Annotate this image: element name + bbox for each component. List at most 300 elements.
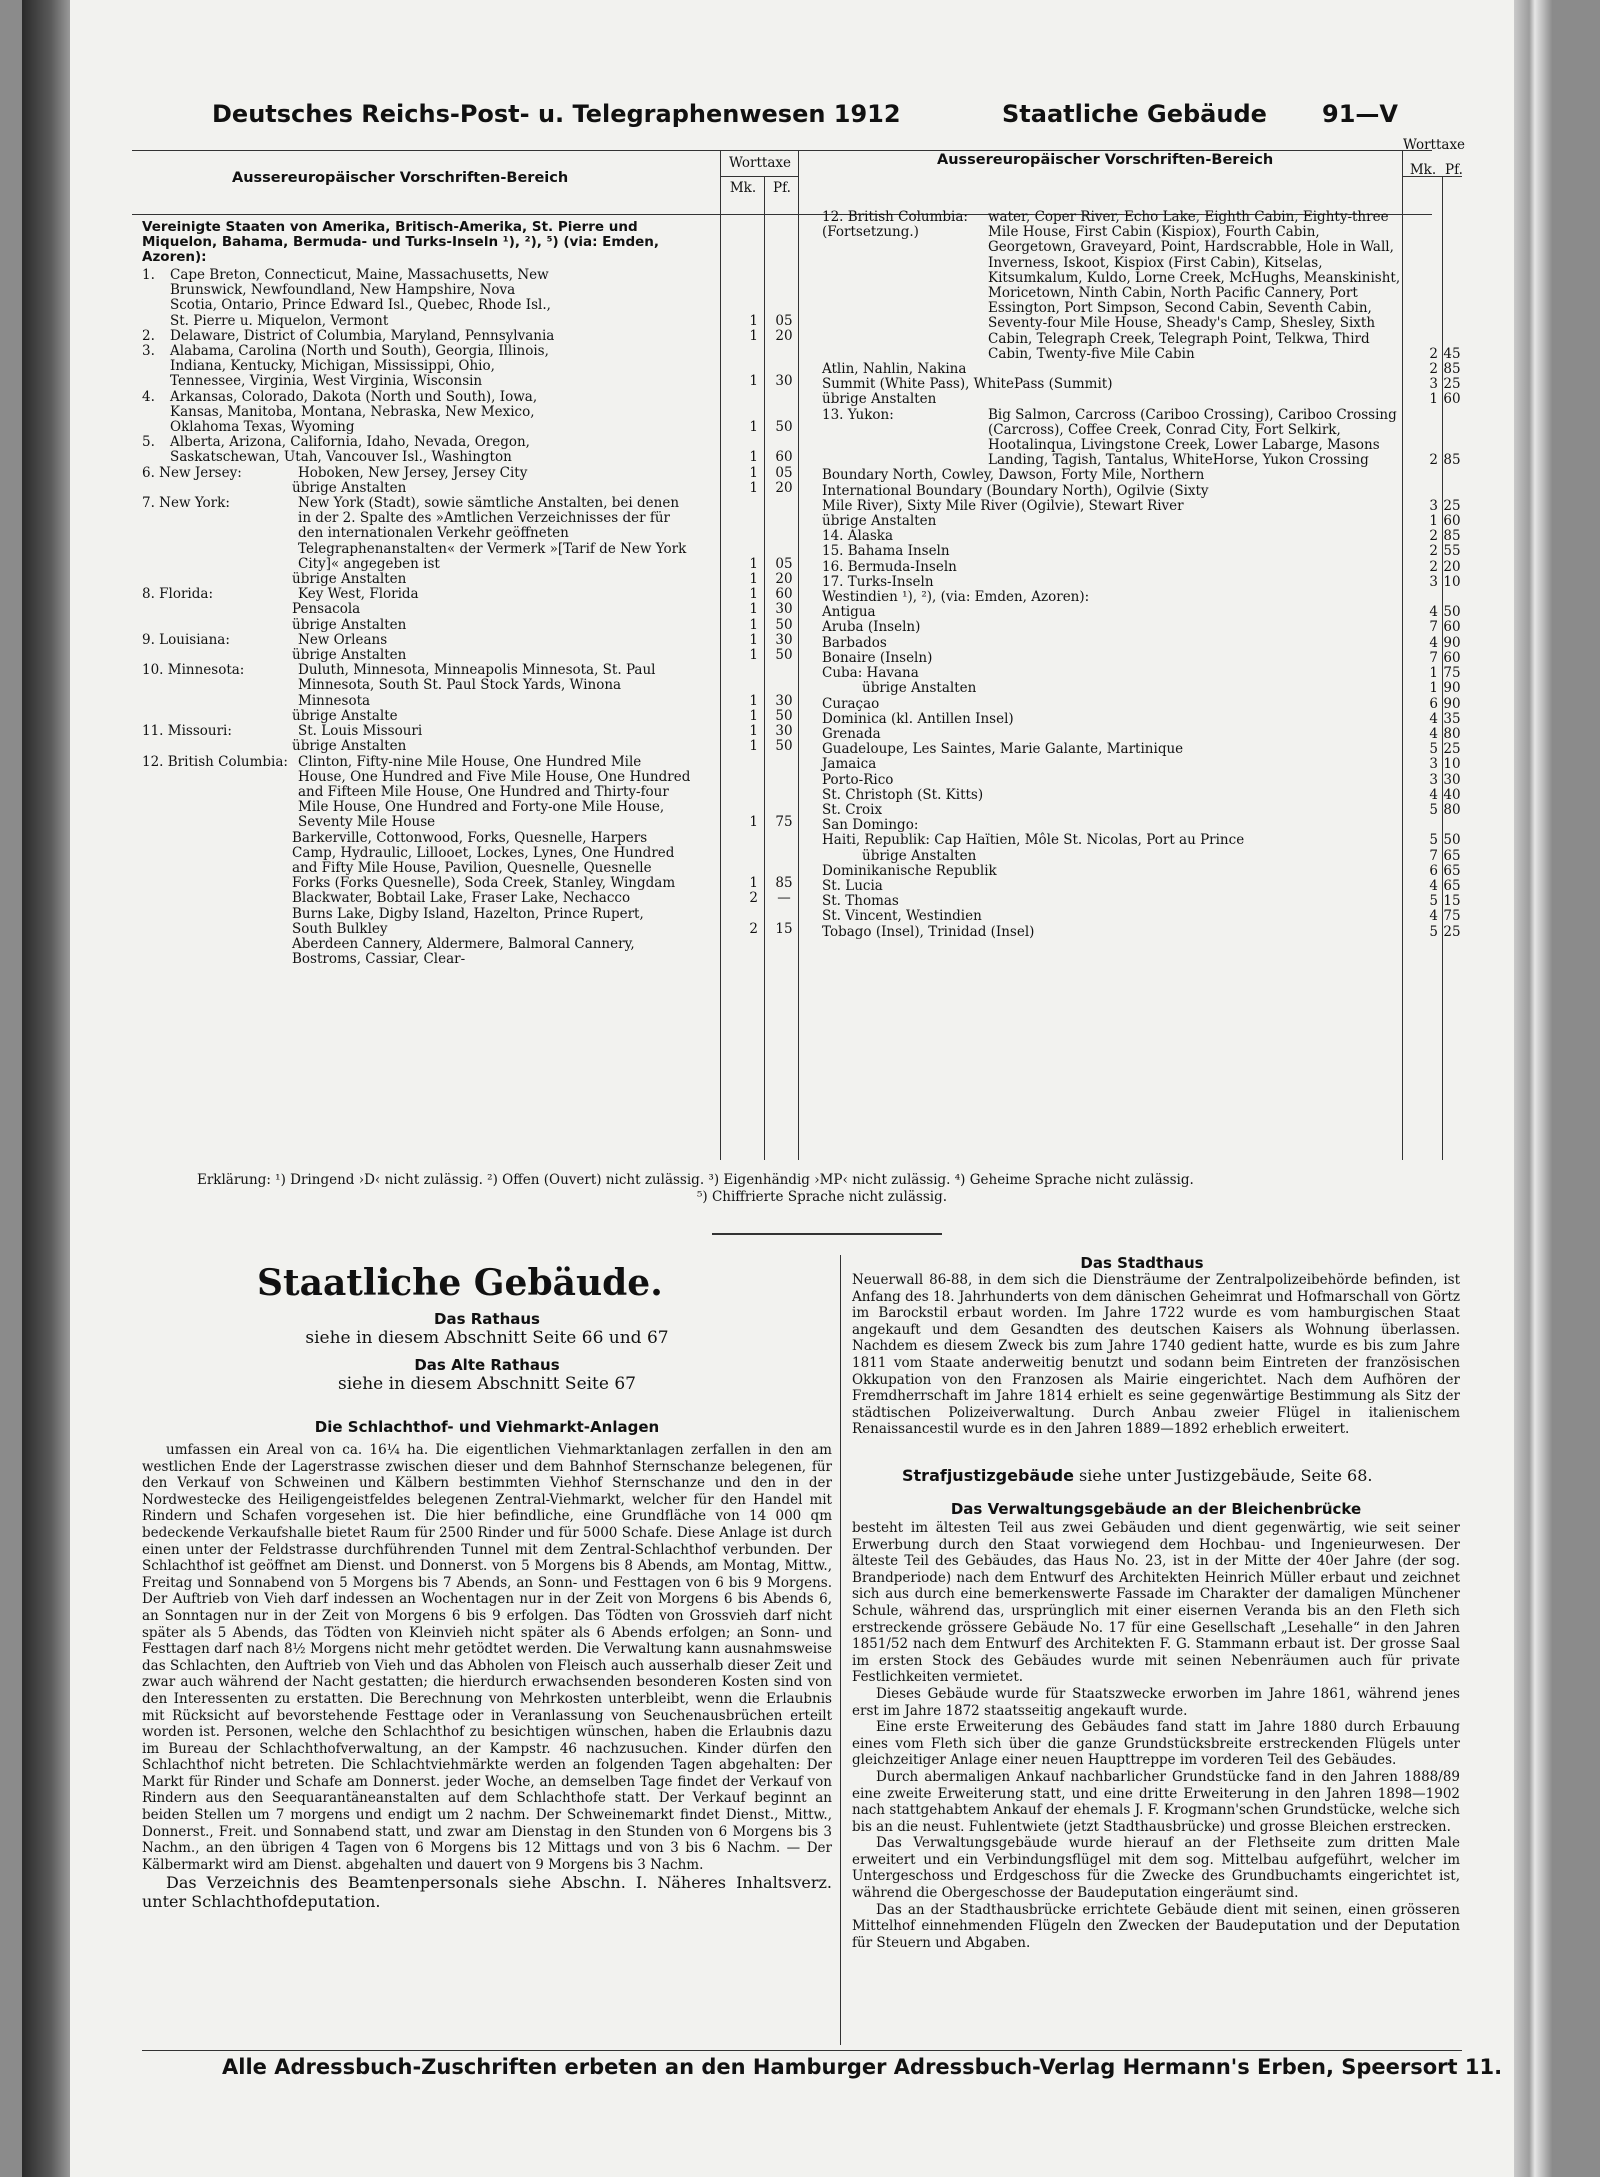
rate-marks: 2: [749, 890, 758, 907]
table-row: [142, 631, 793, 648]
table-row: [822, 877, 1461, 894]
row-label: Westindien ¹), ²), (via: Emden, Azoren):: [822, 589, 1090, 606]
footnotes: [197, 1172, 1377, 1206]
row-label: St. Vincent, Westindien: [822, 908, 982, 925]
rate-pfennig: 90: [1443, 680, 1461, 697]
row-label: Curaçao: [822, 695, 880, 712]
rate-pfennig: 30: [1443, 771, 1461, 788]
strafjustiz-heading: Strafjustizgebäude: [902, 1466, 1074, 1485]
rate-pfennig: 50: [1443, 832, 1461, 849]
table-row: [142, 464, 793, 481]
rate-marks: 5: [1429, 893, 1438, 910]
rate-pfennig: 20: [775, 327, 793, 344]
row-places: [899, 894, 1319, 909]
rate-pfennig: 85: [1443, 528, 1461, 545]
book-binding: [22, 0, 70, 2177]
verwaltung-paragraph-3: Eine erste Erweiterung des Gebäudes fand statt im Jahre 1880 durch Erbauung eines vom Fleth sich über die ganze Grundstücksbreite erstreckenden Flügels unter gleichzeitiger Anlage einer neuen Haupttreppe im vorderen Teil des Gebäudes.: [852, 1719, 1460, 1769]
row-places: [957, 560, 1377, 575]
row-label: 2.: [142, 327, 155, 344]
row-label: 8. Florida:: [142, 586, 213, 603]
row-label: übrige Anstalten: [862, 847, 977, 864]
rate-marks: 4: [1429, 725, 1438, 742]
row-places: übrige Anstalten: [292, 571, 407, 588]
row-places: Blackwater, Bobtail Lake, Fraser Lake, Nechacco: [292, 890, 631, 907]
rate-pfennig: 30: [775, 723, 793, 740]
left-mk-pf-divider: [764, 176, 765, 1160]
row-label: 14. Alaska: [822, 528, 894, 545]
rate-marks: 1: [749, 601, 758, 618]
rate-pfennig: 60: [1443, 649, 1461, 666]
row-places: Clinton, Fifty-nine Mile House, One Hundred Mile House, One Hundred and Five Mile House, One Hundred and Fifteen Mile House, One Hundred and Thirty-four Mile House, One Hundred and Forty-one Mile House, Seventy Mile House: [298, 753, 691, 831]
rate-pfennig: 50: [775, 419, 793, 436]
row-places: [879, 697, 1299, 712]
rate-marks: 1: [749, 373, 758, 390]
rate-marks: 1: [1429, 391, 1438, 408]
row-label: 13. Yukon:: [822, 406, 894, 423]
rate-marks: 5: [1429, 741, 1438, 758]
table-row: [822, 741, 1461, 758]
rate-pfennig: 90: [1443, 634, 1461, 651]
row-places: [919, 666, 1339, 681]
row-label: [142, 618, 292, 633]
table-row: [142, 267, 793, 329]
table-row: [142, 738, 793, 755]
rate-marks: 1: [749, 571, 758, 588]
rate-marks: 1: [749, 312, 758, 329]
table-row: [822, 467, 1461, 514]
rate-pfennig: 05: [775, 312, 793, 329]
row-places: übrige Anstalten: [822, 513, 937, 530]
table-row: [142, 662, 793, 709]
right-rate-table: [822, 209, 1461, 940]
table-row: [142, 601, 793, 618]
rate-pfennig: 75: [1443, 665, 1461, 682]
row-label: [142, 602, 292, 617]
row-places: Barkerville, Cottonwood, Forks, Quesnelle, Harpers Camp, Hydraulic, Lillooet, Lockes, Lynes, One Hundred and Fifty Mile House, Pavilion, Quesnelle, Quesnelle Forks (Forks Quesnelle), Soda Creek, Stanley, Wingdam: [292, 829, 676, 892]
rate-marks: 6: [1429, 695, 1438, 712]
row-label: übrige Anstalten: [862, 680, 977, 697]
rate-pfennig: 50: [775, 738, 793, 755]
scanned-page: [22, 0, 1552, 2177]
row-places: übrige Anstalten: [822, 391, 937, 408]
row-label: 12. British Columbia:: [142, 753, 288, 770]
row-label: 5.: [142, 434, 155, 451]
row-places: [876, 757, 1296, 772]
rate-pfennig: 40: [1443, 786, 1461, 803]
row-places: übrige Anstalte: [292, 707, 398, 724]
rate-pfennig: 30: [775, 373, 793, 390]
rate-pfennig: 20: [1443, 558, 1461, 575]
row-label: Dominica (kl. Antillen Insel): [822, 710, 1014, 727]
table-row: [822, 725, 1461, 742]
rate-pfennig: 60: [1443, 513, 1461, 530]
table-row: [822, 893, 1461, 910]
stadthaus-heading: Das Stadthaus: [1080, 1254, 1204, 1272]
rate-marks: 2: [749, 920, 758, 937]
row-label: 17. Turks-Inseln: [822, 573, 934, 590]
rate-pfennig: 15: [1443, 893, 1461, 910]
rate-pfennig: 65: [1443, 877, 1461, 894]
rate-pfennig: 10: [1443, 756, 1461, 773]
row-label: 15. Bahama Inseln: [822, 543, 950, 560]
rate-marks: 1: [1429, 665, 1438, 682]
row-label: Porto-Rico: [822, 771, 894, 788]
row-places: Pensacola: [292, 601, 361, 618]
rate-pfennig: 50: [775, 616, 793, 633]
rate-marks: 3: [1429, 497, 1438, 514]
rate-marks: 1: [749, 875, 758, 892]
row-places: [882, 803, 1302, 818]
rate-pfennig: 75: [1443, 908, 1461, 925]
table-row: [822, 756, 1461, 773]
footnote-line-2: ⁵) Chiffrierte Sprache nicht zulässig.: [697, 1189, 948, 1205]
stadthaus-text: [852, 1272, 1460, 1438]
verwaltung-paragraph-2: Dieses Gebäude wurde für Staatszwecke erworben im Jahre 1861, während jenes erst im Jahre 1872 staatsseitig angekauft wurde.: [852, 1685, 1460, 1719]
row-label: 10. Minnesota:: [142, 662, 245, 679]
row-label: Guadeloupe, Les Saintes, Marie Galante, Martinique: [822, 741, 1184, 758]
footer-rule: [142, 2050, 1462, 2051]
rate-marks: 1: [749, 419, 758, 436]
row-label: 11. Missouri:: [142, 723, 232, 740]
table-row: [822, 862, 1461, 879]
row-label: Aruba (Inseln): [822, 619, 921, 636]
rate-marks: 3: [1429, 756, 1438, 773]
right-column-heading: Aussereuropäischer Vorschriften-Bereich: [937, 152, 1274, 168]
row-places: Big Salmon, Carcross (Cariboo Crossing), Cariboo Crossing (Carcross), Coffee Creek, Conrad City, Fort Selkirk, Hootalinqua, Livingstone Creek, Lower Labarge, Masons Landing, Tagish, Tantalus, WhiteHorse, Yukon Crossing: [988, 406, 1397, 469]
row-label: Grenada: [822, 725, 881, 742]
row-places: [893, 529, 1313, 544]
rate-pfennig: 30: [775, 631, 793, 648]
row-label: 9. Louisiana:: [142, 631, 230, 648]
table-row: [142, 343, 793, 390]
running-header-middle: Staatliche Gebäude: [1002, 100, 1267, 128]
row-label: 6. New Jersey:: [142, 464, 242, 481]
table-row: [822, 832, 1461, 849]
schlachthof-paragraph-1: umfassen ein Areal von ca. 16¼ ha. Die eigentlichen Viehmarktanlagen zerfallen in den am westlichen Ende der Lagerstrasse zwischen dieser und dem Bahnhof Sternschanze belegenen, für den Verkauf von Schweinen und Kälbern bestimmten Viehhof Sternschanze und den in der Nordwestecke des Heiligengeistfeldes belegenen Zentral-Viehmarkt, welcher für den Handel mit Rindern und Schafen vorgesehen ist. Die hier befindliche, eine Grundfläche von 14 000 qm bedeckende Verkaufshalle bietet Raum für 2500 Rinder und für 5000 Schafe. Diese Anlage ist durch einen unter der Feldstrasse durchführenden Tunnel mit dem Zentral-Schlachthof verbunden. Der Schlachthof ist geöffnet am Dienst. und Donnerst. von 5 Morgens bis 8 Abends, am Montag, Mittw., Freitag und Sonnabend von 5 Morgens bis 7 Abends, an Sonn- und Festtagen von 6 bis 9 Morgens. Der Auftrieb von Vieh darf indessen an Wochentagen nur in der Zeit von Morgens 6 bis Abends 6, an Sonntagen nur in der Zeit von Morgens 6 bis 9 erfolgen. Das Tödten von Grossvieh darf nicht später als 5 Abends, das Tödten von Kleinvieh nicht später als 6 Abends erfolgen; an Sonn- und Festtagen darf nach 8½ Morgens nicht mehr getödtet werden. Die Verwaltung kann ausnahmsweise das Schlachten, den Auftrieb von Vieh und das Abholen von Fleisch auch ausserhalb dieser Zeit und zwar auch während der Nacht gestatten; die hierdurch erwachsenden besonderen Kosten sind von den Interessenten zu erstatten. Die Berechnung von Mehrkosten unterbleibt, wenn die Erlaubnis mit Rücksicht auf bevorstehende Festtage oder in Veranlassung von Seuchenausbrüchen erteilt worden ist. Personen, welche den Schlachthof zu besichtigen wünschen, haben die Erlaubnis dazu im Bureau der Schlachthofverwaltung, an der Kampstr. 46 nachzusuchen. Kinder dürfen den Schlachthof nicht betreten. Die Schlachtviehmärkte werden an folgenden Tagen abgehalten: Der Markt für Rinder und Schafe am Donnerst. jeder Woche, an demselben Tage findet der Verkauf von Rindern aus den Seequarantäneanstalten auf dem Schlachthofe statt. Der Verkauf beginnt an beiden Stellen um 7 morgens und endigt um 2 nachm. Der Schweinemarkt findet Dienst., Mittw., Donnerst., Freit. und Sonnabend statt, und zwar am Dienstag in den Stunden von 6 Morgens bis 3 Nachm., an den übrigen 4 Tagen von 6 Morgens bis 12 Mittags und von 3 bis 6 Nachm. — Der Kälbermarkt wird am Dienst. abgehalten und dauert von 9 Morgens bis 3 Nachm.: [142, 1442, 832, 1873]
row-label: [142, 739, 292, 754]
table-row: [142, 495, 793, 572]
row-places: New Orleans: [298, 631, 388, 648]
row-places: übrige Anstalten: [292, 479, 407, 496]
table-row: [142, 753, 793, 831]
left-worttaxe-subrule: [720, 176, 798, 177]
table-row: [822, 543, 1461, 560]
row-places: Hoboken, New Jersey, Jersey City: [298, 464, 528, 481]
table-row: [822, 771, 1461, 788]
rate-pfennig: 60: [775, 586, 793, 603]
column-separator: [840, 1255, 841, 2045]
table-top-rule: [132, 150, 1432, 151]
row-places: Duluth, Minnesota, Minneapolis Minnesota, St. Paul Minnesota, South St. Paul Stock Yards, Winona Minnesota: [298, 662, 656, 709]
row-label: Dominikanische Republik: [822, 862, 997, 879]
table-row: [822, 558, 1461, 575]
rate-marks: 1: [749, 464, 758, 481]
row-places: Atlin, Nahlin, Nakina: [822, 361, 967, 378]
rate-marks: 3: [1429, 771, 1438, 788]
row-label: [142, 481, 292, 496]
row-label: Antigua: [822, 604, 876, 621]
rate-pfennig: —: [777, 890, 791, 907]
table-row: [142, 327, 793, 344]
rathaus-heading: Das Rathaus: [434, 1310, 540, 1328]
publisher-footer: Alle Adressbuch-Zuschriften erbeten an den Hamburger Adressbuch-Verlag Hermann's Erben, Speersort 11.: [222, 2055, 1503, 2079]
rate-marks: 4: [1429, 877, 1438, 894]
schlachthof-heading: Die Schlachthof- und Viehmarkt-Anlagen: [314, 1418, 660, 1436]
rate-marks: 1: [749, 814, 758, 831]
row-label: Bonaire (Inseln): [822, 649, 933, 666]
table-row: [822, 695, 1461, 712]
table-row: [822, 908, 1461, 925]
table-row: [142, 723, 793, 740]
verwaltung-paragraph-4: Durch abermaligen Ankauf nachbarlicher Grundstücke fand in den Jahren 1888/89 eine zweite Erweiterung statt, und eine dritte Erweiterung in den Jahren 1898—1902 nach stattgehabtem Ankauf der ehemals J. F. Krogmann'schen Grundstücke, welche sich bis an die neust. Fuhlentwiete (jetzt Stadthausbrücke) und grosse Bleichen erstrecken.: [852, 1768, 1460, 1835]
table-row: [822, 649, 1461, 666]
rate-pfennig: 20: [775, 479, 793, 496]
row-label: Barbados: [822, 634, 887, 651]
rate-marks: 7: [1429, 619, 1438, 636]
row-places: [887, 636, 1307, 651]
rate-pfennig: 30: [775, 601, 793, 618]
row-places: übrige Anstalten: [292, 738, 407, 755]
row-places: [918, 818, 1338, 833]
row-places: [893, 773, 1313, 788]
rate-marks: 5: [1429, 801, 1438, 818]
rate-marks: 1: [749, 723, 758, 740]
row-label: St. Croix: [822, 801, 883, 818]
table-row: [822, 513, 1461, 530]
table-row: [822, 406, 1461, 469]
table-row: [142, 388, 793, 436]
row-places: [997, 864, 1404, 879]
running-header-left: Deutsches Reichs-Post- u. Telegraphenwesen 1912: [212, 100, 901, 128]
table-row: [822, 573, 1461, 590]
table-row: [142, 647, 793, 664]
row-places: Alabama, Carolina (North und South), Georgia, Illinois, Indiana, Kentucky, Michigan, Mississippi, Ohio, Tennessee, Virginia, West Virginia, Wisconsin: [170, 343, 549, 390]
table-row: [822, 209, 1461, 362]
table-row: [142, 586, 793, 603]
section-divider: [712, 1233, 942, 1235]
row-places: New York (Stadt), sowie sämtliche Anstalten, bei denen in der 2. Spalte des »Amtlichen Verzeichnisses der für den internationalen Verkehr geöffneten Telegraphenanstalten« der Vermerk »[Tarif de New York City]« angegeben ist: [298, 495, 687, 572]
table-row: [822, 665, 1461, 682]
row-places: water, Coper River, Echo Lake, Eighth Cabin, Eighty-three Mile House, First Cabin (Kispiox), Fourth Cabin, Georgetown, Graveyard, Point, Hardscrabble, Hole in Wall, Inverness, Iskoot, Kispiox (First Cabin), Kitselas, Kitsumkalum, Kuldo, Lorne Creek, McHughs, Meanskinisht, Moricetown, Ninth Cabin, North Pacific Cannery, Port Essington, Port Simpson, Second Cabin, Seventh Cabin, Seventy-four Mile House, Sheady's Camp, Shesley, Sixth Cabin, Telegraph Creek, Telegraph Point, Telkwa, Third Cabin, Twenty-five Mile Cabin: [988, 209, 1401, 362]
row-places: übrige Anstalten: [292, 616, 407, 633]
row-label: Tobago (Insel), Trinidad (Insel): [822, 923, 1035, 940]
row-label: 4.: [142, 388, 155, 405]
row-label: St. Christoph (St. Kitts): [822, 786, 984, 803]
table-row: [142, 571, 793, 588]
rate-pfennig: 60: [1443, 391, 1461, 408]
rate-pfennig: 65: [1443, 862, 1461, 879]
right-pf-label: Pf.: [1445, 162, 1463, 178]
row-label: [142, 648, 292, 663]
rate-pfennig: 85: [775, 875, 793, 892]
table-row: [822, 604, 1461, 621]
table-row: [822, 818, 1404, 833]
table-row: [142, 905, 793, 937]
row-places: [950, 544, 1370, 559]
table-row: [822, 376, 1461, 393]
rate-pfennig: 85: [1443, 361, 1461, 378]
row-places: [876, 605, 1296, 620]
row-label: Haiti, Republik: Cap Haïtien, Môle St. Nicolas, Port au Prince: [822, 832, 1245, 849]
rate-pfennig: 50: [1443, 604, 1461, 621]
running-header-page-number: 91—V: [1322, 100, 1398, 128]
row-places: Key West, Florida: [298, 586, 419, 603]
row-label: [142, 709, 292, 724]
rate-pfennig: 05: [775, 464, 793, 481]
row-places: Summit (White Pass), WhitePass (Summit): [822, 376, 1113, 393]
table-row: [822, 619, 1461, 636]
rate-pfennig: 45: [1443, 345, 1461, 362]
row-places: [1183, 742, 1404, 757]
rate-marks: 5: [1429, 832, 1438, 849]
rate-marks: 1: [749, 586, 758, 603]
row-places: [982, 909, 1402, 924]
stadthaus-paragraph: Neuerwall 86-88, in dem sich die Diensträume der Zentralpolizeibehörde befinden, ist Anfang des 18. Jahrhunderts von dem dänischen Geheimrat und Hofmarschall von Görtz im Barockstil erbaut worden. Im Jahre 1722 wurde es vom hamburgischen Staat angekauft und dem Gesandten des deutschen Kaisers als Wohnung überlassen. Nachdem es diesem Zweck bis zum Jahre 1740 gedient hatte, wurde es bis zum Jahre 1811 vom Staate anderweitig benutzt und sodann beim Eintreten der französischen Okkupation von den Franzosen als Mairie eingerichtet. Nach dem Aufhören der Fremdherrschaft im Jahre 1814 erhielt es seine gegenwärtige Bestimmung als Sitz der städtischen Polizeiverwaltung. Durch Anbau zweier Flügel in italienischem Renaissancestil wurde es in den Jahren 1889—1892 erheblich erweitert.: [852, 1272, 1460, 1438]
rate-pfennig: 05: [775, 555, 793, 572]
row-places: [976, 849, 1396, 864]
rate-marks: 1: [749, 479, 758, 496]
row-places: [983, 788, 1403, 803]
row-places: [883, 879, 1303, 894]
table-row: [822, 528, 1461, 545]
verwaltung-heading: Das Verwaltungsgebäude an der Bleichenbrücke: [950, 1500, 1362, 1518]
rate-pfennig: 80: [1443, 725, 1461, 742]
rate-marks: 1: [749, 707, 758, 724]
right-mk-label: Mk.: [1409, 162, 1437, 178]
table-row: [822, 710, 1461, 727]
row-places: Alberta, Arizona, California, Idaho, Nevada, Oregon, Saskatschewan, Utah, Vancouver Isl., Washington: [170, 434, 530, 466]
schlachthof-text: [142, 1442, 832, 1911]
rate-marks: 2: [1429, 345, 1438, 362]
table-row: [822, 786, 1461, 803]
rate-pfennig: 75: [775, 814, 793, 831]
rate-marks: 3: [1429, 376, 1438, 393]
row-label: San Domingo:: [822, 817, 919, 834]
row-label: St. Lucia: [822, 877, 883, 894]
verwaltung-paragraph-5: Das Verwaltungsgebäude wurde hierauf an der Flethseite zum dritten Male erweitert und ein Verbindungsflügel mit dem sog. Mittelbau aufgeführt, welcher im Untergeschoss und Erdgeschoss für die Zwecke des Grundbuchamts eingerichtet ist, während die Obergeschosse der Baudeputation eingeräumt sind.: [852, 1835, 1460, 1902]
rate-pfennig: 50: [775, 647, 793, 664]
left-column-heading: Aussereuropäischer Vorschriften-Bereich: [232, 170, 569, 186]
rate-pfennig: 35: [1443, 710, 1461, 727]
table-row: [822, 923, 1461, 940]
rate-marks: 1: [749, 555, 758, 572]
rate-pfennig: 60: [1443, 619, 1461, 636]
row-label: 16. Bermuda-Inseln: [822, 558, 957, 575]
rate-marks: 1: [1429, 513, 1438, 530]
row-places: Aberdeen Cannery, Aldermere, Balmoral Cannery, Bostroms, Cassiar, Clear-: [292, 935, 635, 968]
rate-pfennig: 80: [1443, 801, 1461, 818]
rate-pfennig: 25: [1443, 923, 1461, 940]
row-places: [881, 727, 1301, 742]
table-row: [142, 829, 793, 892]
row-places: Boundary North, Cowley, Dawson, Forty Mile, Northern International Boundary (Boundary North), Ogilvie (Sixty Mile River), Sixty Mile River (Ogilvie), Stewart River: [822, 467, 1209, 514]
center-divider: [798, 150, 799, 1160]
table-row: [142, 616, 793, 633]
rate-marks: 1: [749, 692, 758, 709]
table-row: [822, 801, 1461, 818]
rate-marks: 4: [1429, 634, 1438, 651]
rate-marks: 2: [1429, 528, 1438, 545]
table-row: [822, 847, 1461, 864]
row-places: [920, 620, 1340, 635]
table-row: [822, 391, 1461, 408]
rate-pfennig: 20: [775, 571, 793, 588]
row-places: [1089, 590, 1404, 605]
schlachthof-paragraph-2: Das Verzeichnis des Beamtenpersonals siehe Abschn. I. Näheres Inhaltsverz. unter Schlachthofdeputation.: [142, 1873, 832, 1912]
rate-pfennig: 25: [1443, 741, 1461, 758]
row-label: 3.: [142, 343, 155, 360]
rate-marks: 4: [1429, 786, 1438, 803]
rate-marks: 1: [749, 616, 758, 633]
rate-marks: 2: [1429, 452, 1438, 469]
table-row: [142, 434, 793, 466]
footnote-line-1: Erklärung: ¹) Dringend ›D‹ nicht zulässig. ²) Offen (Ouvert) nicht zulässig. ³) Eigenhändig ›MP‹ nicht zulässig. ⁴) Geheime Sprache nicht zulässig.: [197, 1172, 1194, 1188]
rate-pfennig: 65: [1443, 847, 1461, 864]
row-places: [976, 681, 1396, 696]
row-label: Cuba: Havana: [822, 665, 919, 682]
row-places: [932, 651, 1352, 666]
rate-pfennig: 90: [1443, 695, 1461, 712]
rate-marks: 2: [1429, 558, 1438, 575]
verwaltung-paragraph-1: besteht im ältesten Teil aus zwei Gebäuden und dient gegenwärtig, wie seit seiner Erwerbung durch den Staat vorwiegend dem Hochbau- und Ingenieurwesen. Der älteste Teil des Gebäudes, das Haus No. 23, ist in der Mitte der 40er Jahre (der sog. Brandperiode) nach dem Entwurf des Architekten Heinrich Müller erbaut und zeichnet sich aus durch eine bemerkenswerte Fassade im Charakter der damaligen Münchener Schule, während das, ursprünglich mit einer eisernen Veranda bis an den Fleth sich erstreckende grössere Gebäude No. 17 für eine Gesellschaft „Lesehalle“ in den Jahren 1851/52 nach dem Entwurf des Architekten F. G. Stammann erbaut ist. Der grosse Saal im ersten Stock des Gebäudes wurde mit seinen Nebenräumen auch für private Festlichkeiten vermietet.: [852, 1520, 1460, 1686]
table-row: [822, 680, 1461, 697]
page-edges: [1514, 0, 1552, 2177]
row-places: übrige Anstalten: [292, 647, 407, 664]
rate-marks: 1: [749, 647, 758, 664]
rate-marks: 1: [749, 327, 758, 344]
rate-marks: 1: [749, 631, 758, 648]
verwaltung-text: [852, 1520, 1460, 1951]
rate-marks: 7: [1429, 649, 1438, 666]
row-label: St. Thomas: [822, 893, 899, 910]
row-label: [142, 831, 292, 892]
table-row: [822, 361, 1461, 378]
verwaltung-paragraph-6: Das an der Stadthausbrücke errichtete Gebäude dient mit seinen, einen grösseren Mittelhof einnehmenden Flügeln den Zwecken der Baudeputation und der Deputation für Steuern und Abgaben.: [852, 1901, 1460, 1951]
table-row: [142, 937, 722, 967]
strafjustiz-line: [902, 1466, 1372, 1485]
rate-marks: 1: [1429, 680, 1438, 697]
rate-marks: 2: [1429, 543, 1438, 560]
rate-pfennig: 25: [1443, 376, 1461, 393]
rate-marks: 5: [1429, 923, 1438, 940]
rate-marks: 1: [749, 738, 758, 755]
rate-pfennig: 60: [775, 449, 793, 466]
table-row: [142, 890, 791, 907]
row-places: St. Louis Missouri: [298, 723, 423, 740]
rate-pfennig: 30: [775, 692, 793, 709]
row-places: [1034, 925, 1404, 940]
rate-marks: 4: [1429, 710, 1438, 727]
left-pf-label: Pf.: [773, 180, 791, 196]
rate-pfennig: 85: [1443, 452, 1461, 469]
alte-rathaus-heading: Das Alte Rathaus: [414, 1356, 560, 1374]
row-label: [142, 907, 292, 937]
row-label: 1.: [142, 267, 155, 283]
table-row: [142, 479, 793, 496]
row-places: [1014, 712, 1404, 727]
rate-marks: 3: [1429, 573, 1438, 590]
rate-pfennig: 55: [1443, 543, 1461, 560]
left-mk-label: Mk.: [729, 180, 757, 196]
section-title: Staatliche Gebäude.: [257, 1262, 663, 1304]
table-intro: Vereinigte Staaten von Amerika, Britisch-Amerika, St. Pierre und Miquelon, Bahama, Bermuda- und Turks-Inseln ¹), ²), ⁵) (via: Emden, Azoren):: [142, 219, 660, 266]
alte-rathaus-reference: siehe in diesem Abschnitt Seite 67: [338, 1374, 636, 1394]
strafjustiz-reference: siehe unter Justizgebäude, Seite 68.: [1079, 1466, 1373, 1485]
rate-pfennig: 50: [775, 707, 793, 724]
rate-marks: 2: [1429, 361, 1438, 378]
rate-marks: 6: [1429, 862, 1438, 879]
row-places: Burns Lake, Digby Island, Hazelton, Prince Rupert, South Bulkley: [292, 905, 644, 937]
